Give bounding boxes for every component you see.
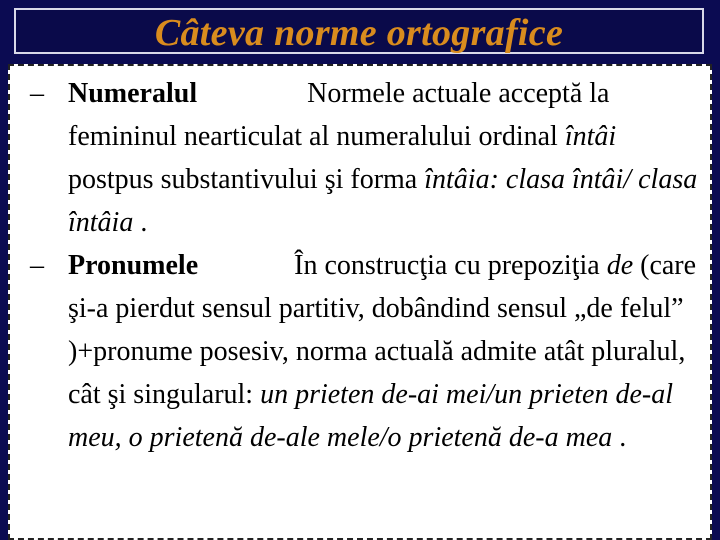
bullet-dash: – [30,250,44,281]
item-example: întâia: clasa întâi/ clasa întâia [68,164,698,238]
item-example: un prieten de-ai mei/un prieten de-al meu, o prietenă de-ale mele/o prietenă de-a mea [68,379,673,453]
list-item-numeralul [10,72,710,244]
item-text: (care şi-a pierdut sensul partitiv, dobândind sensul „de felul” )+pronume posesiv, norma actuală admite atât pluralul, cât şi singularul: [68,250,697,410]
slide-title: Câteva norme ortografice [154,12,564,54]
title-bar [14,8,704,54]
list-item-pronumele [10,244,710,459]
item-text: postpus substantivului şi forma [68,164,425,195]
item-emphasis: întâi [564,121,617,152]
item-heading: Numeralul [68,78,198,109]
bullet-list [10,72,710,459]
bullet-dash: – [30,78,44,109]
item-emphasis: de [606,250,634,281]
item-text: . [612,422,627,453]
item-heading: Pronumele [68,250,199,281]
item-text: În construcţia cu prepoziţia [294,250,607,281]
item-text: Normele actuale acceptă la femininul nearticulat al numeralului ordinal [68,78,610,152]
item-text: . [133,207,148,238]
content-area [8,64,712,540]
